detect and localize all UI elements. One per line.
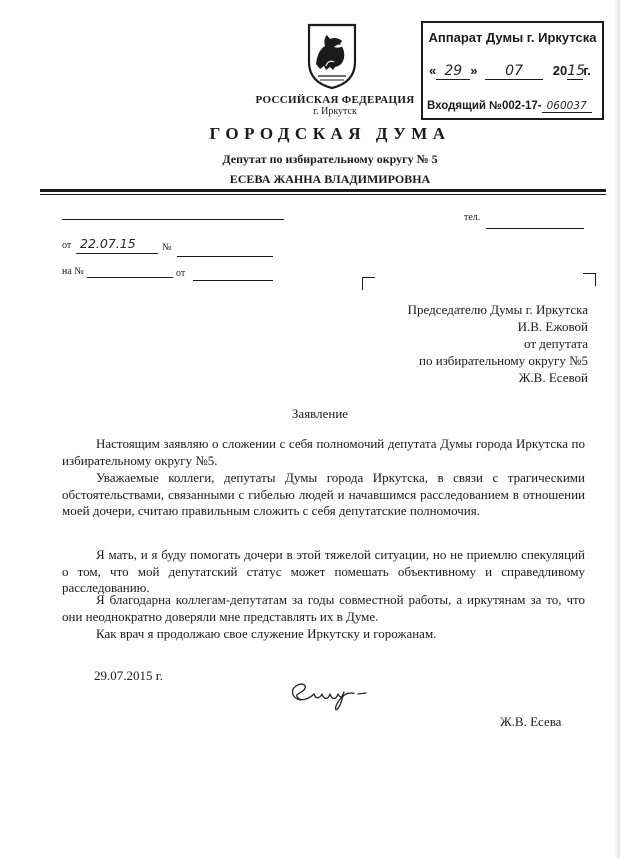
from-label: от — [62, 240, 72, 251]
stamp-reg-number: 060037 — [542, 100, 592, 113]
organization-title: ГОРОДСКАЯ ДУМА — [209, 124, 451, 143]
registration-stamp — [421, 21, 604, 120]
page-edge — [614, 0, 620, 858]
stamp-quote-open: « — [429, 63, 437, 78]
stamp-month: 07 — [485, 63, 543, 80]
from-date-line — [76, 253, 158, 254]
from-date-handwritten: 22.07.15 — [80, 236, 136, 251]
document-date: 29.07.2015 г. — [94, 668, 163, 683]
number-label: № — [162, 242, 172, 253]
address-corner-right — [583, 273, 596, 286]
document-title: Заявление — [291, 406, 349, 421]
stamp-day: 29 — [436, 63, 470, 80]
coat-of-arms-icon — [306, 22, 358, 90]
body-paragraph-1-text: Настоящим заявляю о сложении с себя полномочий депутата Думы города Иркутска по избирательному округу №5. — [62, 436, 585, 468]
addressee-line-2: И.В. Ежовой — [517, 319, 588, 334]
stamp-date — [429, 63, 599, 83]
address-corner-left — [362, 277, 375, 290]
ref-from-label: от — [176, 268, 186, 279]
phone-label: тел. — [464, 212, 481, 223]
body-paragraph-2-text: Уважаемые коллеги, депутаты Думы города Иркутска, в связи с трагическими обстоятельствами, связанными с гибелью людей и начавшимся расследованием в отношении моей дочери, считаю правильным сложить с себя депутатские полномочия. — [62, 470, 585, 519]
signature-icon — [288, 676, 370, 712]
signer-name: Ж.В. Есева — [500, 714, 562, 729]
stamp-quote-close: » — [470, 63, 478, 78]
body-paragraph-4-text: Я благодарна коллегам-депутатам за годы совместной работы, а иркутянам за то, что они неоднократно доверяли мне представлять их в Думе. — [62, 592, 585, 624]
body-paragraph-3 — [62, 547, 585, 597]
stamp-title: Аппарат Думы г. Иркутска — [428, 30, 597, 45]
body-paragraph-5 — [62, 626, 585, 643]
body-paragraph-2 — [62, 470, 585, 520]
body-paragraph-3-text: Я мать, и я буду помогать дочери в этой тяжелой ситуации, но не приемлю спекуляций о том, что мой депутатский статус может помешать объективному и справедливому расследованию. — [62, 547, 585, 596]
body-paragraph-4 — [62, 592, 585, 625]
stamp-reg-label: Входящий №002-17- — [427, 100, 542, 112]
header-rule-thick — [40, 189, 606, 192]
stamp-registration — [427, 100, 603, 113]
addressee-line-5: Ж.В. Есевой — [518, 370, 588, 385]
addressee-line-3: от депутата — [524, 336, 588, 351]
ref-number-line — [87, 277, 173, 278]
addressee-line-4: по избирательному округу №5 — [419, 353, 588, 368]
stamp-year-prefix: 20 — [552, 63, 568, 78]
ref-number-label: на № — [62, 266, 84, 277]
body-paragraph-5-text: Как врач я продолжаю свое служение Иркутску и горожанам. — [96, 626, 437, 641]
stamp-year-mark: г. — [583, 63, 591, 78]
country-name: РОССИЙСКАЯ ФЕДЕРАЦИЯ — [255, 94, 415, 106]
city-name: г. Иркутск — [313, 106, 357, 117]
stamp-year-suffix: 15 — [567, 63, 586, 79]
ref-from-line — [193, 280, 273, 281]
header-rule-thin — [40, 194, 606, 195]
addressee-line-1: Председателю Думы г. Иркутска — [407, 302, 588, 317]
deputy-district-line: Депутат по избирательному округу № 5 — [222, 152, 438, 166]
phone-line — [486, 228, 584, 229]
body-paragraph-1 — [62, 436, 585, 469]
recipient-blank-line — [62, 219, 284, 220]
deputy-full-name: ЕСЕВА ЖАННА ВЛАДИМИРОВНА — [229, 172, 431, 186]
number-line — [177, 256, 273, 257]
